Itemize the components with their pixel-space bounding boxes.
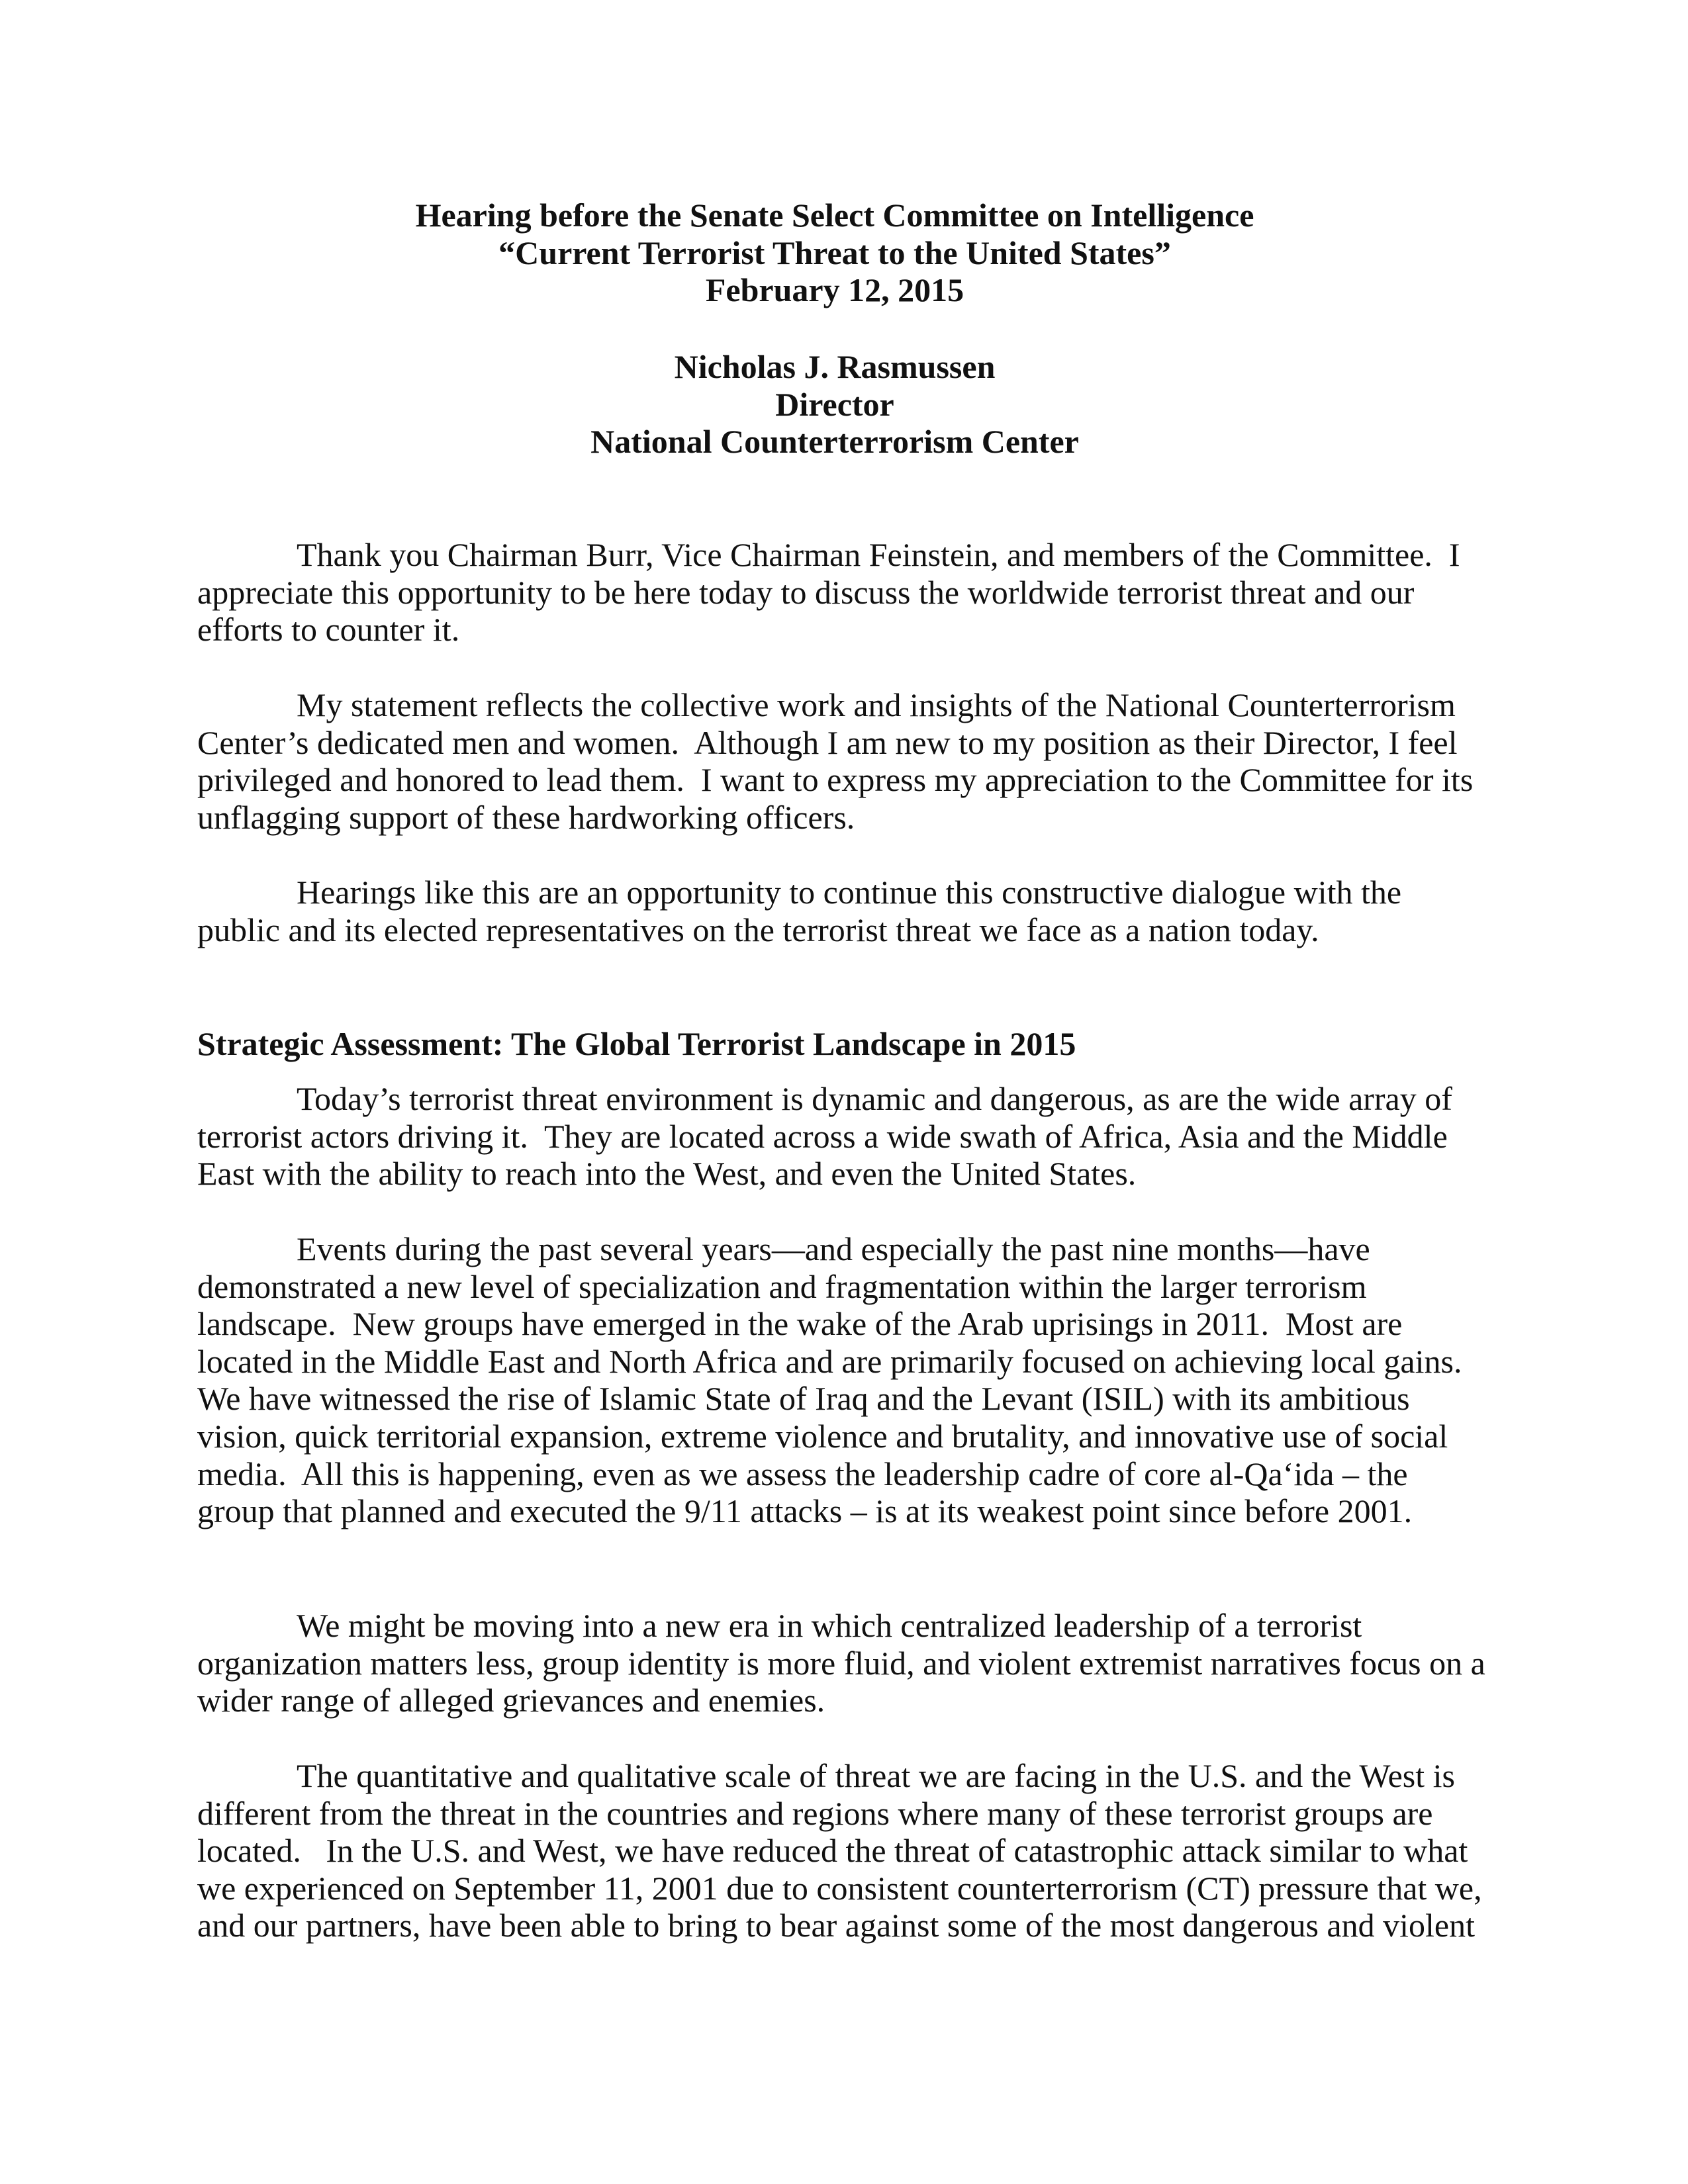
text-line: organization matters less, group identity is more fluid, and violent extremist narratives focus on a: [197, 1644, 1485, 1682]
header-line: Hearing before the Senate Select Committee on Intelligence: [415, 197, 1254, 234]
text-line: appreciate this opportunity to be here today to discuss the worldwide terrorist threat and our: [197, 573, 1415, 611]
paragraph: [197, 536, 1495, 649]
text-line: located. In the U.S. and West, we have reduced the threat of catastrophic attack similar to what: [197, 1832, 1468, 1870]
paragraph: [197, 1607, 1495, 1719]
text-line: public and its elected representatives on the terrorist threat we face as a nation today.: [197, 911, 1319, 948]
text-line: terrorist actors driving it. They are located across a wide swath of Africa, Asia and the Middle: [197, 1117, 1448, 1155]
text-line: landscape. New groups have emerged in the wake of the Arab uprisings in 2011. Most are: [197, 1305, 1403, 1343]
text-line: media. All this is happening, even as we assess the leadership cadre of core al-Qa‘ida – the: [197, 1455, 1408, 1492]
speaker-title: Director: [775, 385, 894, 423]
text-line: Center’s dedicated men and women. Although I am new to my position as their Director, I feel: [197, 723, 1458, 761]
text-line: we experienced on September 11, 2001 due to consistent counterterrorism (CT) pressure that we,: [197, 1869, 1482, 1907]
text-line: wider range of alleged grievances and enemies.: [197, 1682, 825, 1719]
hearing-header: [0, 197, 1669, 309]
paragraph: [197, 1230, 1495, 1530]
text-line: Thank you Chairman Burr, Vice Chairman Feinstein, and members of the Committee. I: [297, 536, 1460, 573]
text-line: different from the threat in the countries and regions where many of these terrorist groups are: [197, 1794, 1433, 1832]
text-line: Hearings like this are an opportunity to continue this constructive dialogue with the: [297, 874, 1402, 911]
header-line: “Current Terrorist Threat to the United States”: [498, 234, 1171, 271]
text-line: East with the ability to reach into the West, and even the United States.: [197, 1155, 1137, 1193]
text-line: Events during the past several years—and especially the past nine months—have: [297, 1230, 1370, 1267]
header-line: February 12, 2015: [705, 271, 964, 309]
speaker-block: [0, 348, 1669, 461]
text-line: Today’s terrorist threat environment is dynamic and dangerous, as are the wide array of: [297, 1080, 1452, 1117]
paragraph: [197, 686, 1495, 836]
text-line: We might be moving into a new era in which centralized leadership of a terrorist: [297, 1607, 1362, 1644]
speaker-org: National Counterterrorism Center: [590, 423, 1079, 461]
text-line: demonstrated a new level of specialization and fragmentation within the larger terrorism: [197, 1267, 1367, 1305]
text-line: We have witnessed the rise of Islamic State of Iraq and the Levant (ISIL) with its ambitious: [197, 1380, 1410, 1418]
text-line: located in the Middle East and North Africa and are primarily focused on achieving local gains.: [197, 1342, 1462, 1380]
paragraph: [197, 1080, 1495, 1193]
section-heading: Strategic Assessment: The Global Terrorist Landscape in 2015: [197, 1025, 1076, 1062]
text-line: My statement reflects the collective work and insights of the National Counterterrorism: [297, 686, 1456, 723]
text-line: vision, quick territorial expansion, extreme violence and brutality, and innovative use of social: [197, 1417, 1448, 1455]
text-line: group that planned and executed the 9/11 attacks – is at its weakest point since before 2001.: [197, 1492, 1413, 1530]
speaker-name: Nicholas J. Rasmussen: [674, 348, 996, 385]
text-line: and our partners, have been able to bring to bear against some of the most dangerous and violent: [197, 1907, 1475, 1944]
paragraph: [197, 874, 1495, 948]
paragraph: [197, 1757, 1495, 1944]
text-line: efforts to counter it.: [197, 611, 460, 649]
text-line: The quantitative and qualitative scale of threat we are facing in the U.S. and the West is: [297, 1757, 1455, 1794]
text-line: privileged and honored to lead them. I want to express my appreciation to the Committee for its: [197, 761, 1474, 799]
text-line: unflagging support of these hardworking officers.: [197, 798, 855, 836]
